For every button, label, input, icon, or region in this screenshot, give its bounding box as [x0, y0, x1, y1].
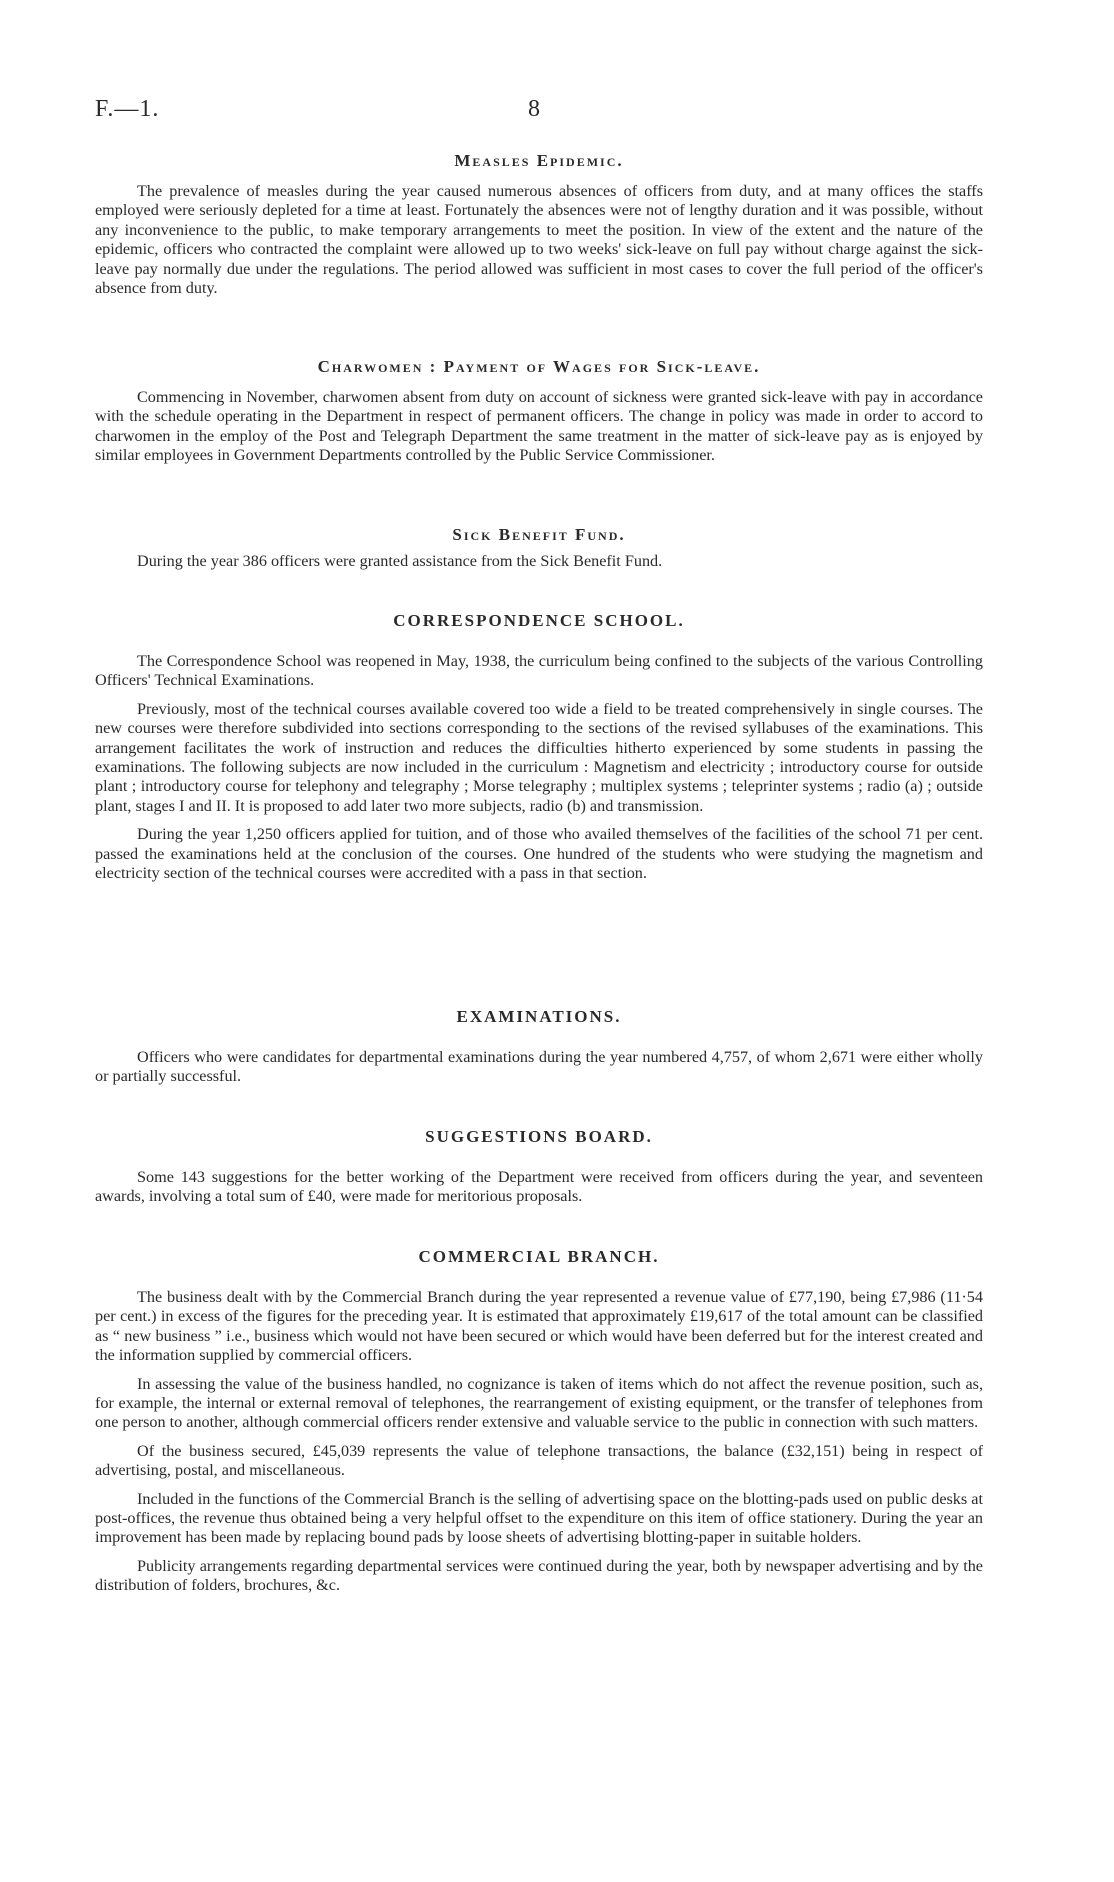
section-examinations	[95, 1006, 983, 1087]
section-charwomen-sick-leave	[95, 356, 983, 466]
paragraph: Some 143 suggestions for the better working of the Department were received from officers during the year, and seventeen awards, involving a total sum of £40, were made for meritorious proposals.	[95, 1168, 983, 1206]
paragraph: Previously, most of the technical courses available covered too wide a field to be treated comprehensively in single courses. The new courses were therefore subdivided into sections corresponding to the sections of the revised syllabuses of the examinations. This arrangement facilitates the work of instruction and reduces the difficulties hitherto experienced by some students in passing the examinations. The following subjects are now included in the curriculum : Magnetism and electricity ; introductory course for outside plant ; introductory course for telephony and telegraphy ; Morse telegraphy ; multiplex systems ; teleprinter systems ; radio (a) ; outside plant, stages I and II. It is proposed to add later two more subjects, radio (b) and transmission.	[95, 699, 983, 815]
section-heading: COMMERCIAL BRANCH.	[418, 1247, 660, 1266]
section-measles-epidemic	[95, 150, 983, 298]
paragraph: The Correspondence School was reopened in May, 1938, the curriculum being confined to the subjects of the various Controlling Officers' Technical Examinations.	[95, 652, 983, 690]
section-heading: Sick Benefit Fund.	[452, 525, 626, 544]
paragraph: In assessing the value of the business handled, no cognizance is taken of items which do not affect the revenue position, such as, for example, the internal or external removal of telephones, the rearrangement of existing equipment, or the transfer of telephones from one person to another, although commercial officers render extensive and valuable service to the public in connection with such matters.	[95, 1374, 983, 1432]
page-number: 8	[528, 96, 540, 122]
section-heading: EXAMINATIONS.	[456, 1007, 622, 1026]
section-heading: Charwomen : Payment of Wages for Sick-leave.	[317, 357, 761, 376]
paragraph: During the year 1,250 officers applied for tuition, and of those who availed themselves of the facilities of the school 71 per cent. passed the examinations held at the conclusion of the courses. One hundred of the students who were studying the magnetism and electricity section of the technical courses were accredited with a pass in that section.	[95, 825, 983, 883]
paragraph: The prevalence of measles during the year caused numerous absences of officers from duty, and at many offices the staffs employed were seriously depleted for a time at least. Fortunately the absences were not of lengthy duration and it was possible, without any inconvenience to the public, to make temporary arrangements to meet the position. In view of the extent and the nature of the epidemic, officers who contracted the complaint were allowed up to two weeks' sick-leave on full pay without charge against the sick-leave pay normally due under the regulations. The period allowed was sufficient in most cases to cover the full period of the officer's absence from duty.	[95, 182, 983, 298]
paragraph: Included in the functions of the Commercial Branch is the selling of advertising space on the blotting-pads used on public desks at post-offices, the revenue thus obtained being a very helpful offset to the expenditure on this item of office stationery. During the year an improvement has been made by replacing bound pads by loose sheets of advertising blotting-paper in suitable holders.	[95, 1489, 983, 1547]
paragraph: Commencing in November, charwomen absent from duty on account of sickness were granted sick-leave with pay in accordance with the schedule operating in the Department in respect of permanent officers. The change in policy was made in order to accord to charwomen in the employ of the Post and Telegraph Department the same treatment in the matter of sick-leave pay as is enjoyed by similar employees in Government Departments controlled by the Public Service Commissioner.	[95, 388, 983, 465]
section-heading: SUGGESTIONS BOARD.	[425, 1127, 653, 1146]
section-correspondence-school	[95, 610, 983, 883]
document-reference: F.—1.	[95, 96, 160, 122]
section-sick-benefit-fund	[95, 524, 983, 571]
paragraph: Publicity arrangements regarding departmental services were continued during the year, both by newspaper advertising and by the distribution of folders, brochures, &c.	[95, 1556, 983, 1595]
paragraph: Of the business secured, £45,039 represents the value of telephone transactions, the balance (£32,151) being in respect of advertising, postal, and miscellaneous.	[95, 1441, 983, 1480]
paragraph: Officers who were candidates for departmental examinations during the year numbered 4,757, of whom 2,671 were either wholly or partially successful.	[95, 1048, 983, 1086]
section-commercial-branch	[95, 1246, 983, 1596]
section-suggestions-board	[95, 1126, 983, 1207]
paragraph: During the year 386 officers were granted assistance from the Sick Benefit Fund.	[137, 552, 663, 570]
section-heading: CORRESPONDENCE SCHOOL.	[393, 611, 685, 630]
paragraph: The business dealt with by the Commercial Branch during the year represented a revenue value of £77,190, being £7,986 (11·54 per cent.) in excess of the figures for the preceding year. It is estimated that approximately £19,617 of the total amount can be classified as “ new business ” i.e., business which would not have been secured or which would have been deferred but for the interest created and the information supplied by commercial officers.	[95, 1288, 983, 1365]
section-heading: Measles Epidemic.	[454, 151, 624, 170]
